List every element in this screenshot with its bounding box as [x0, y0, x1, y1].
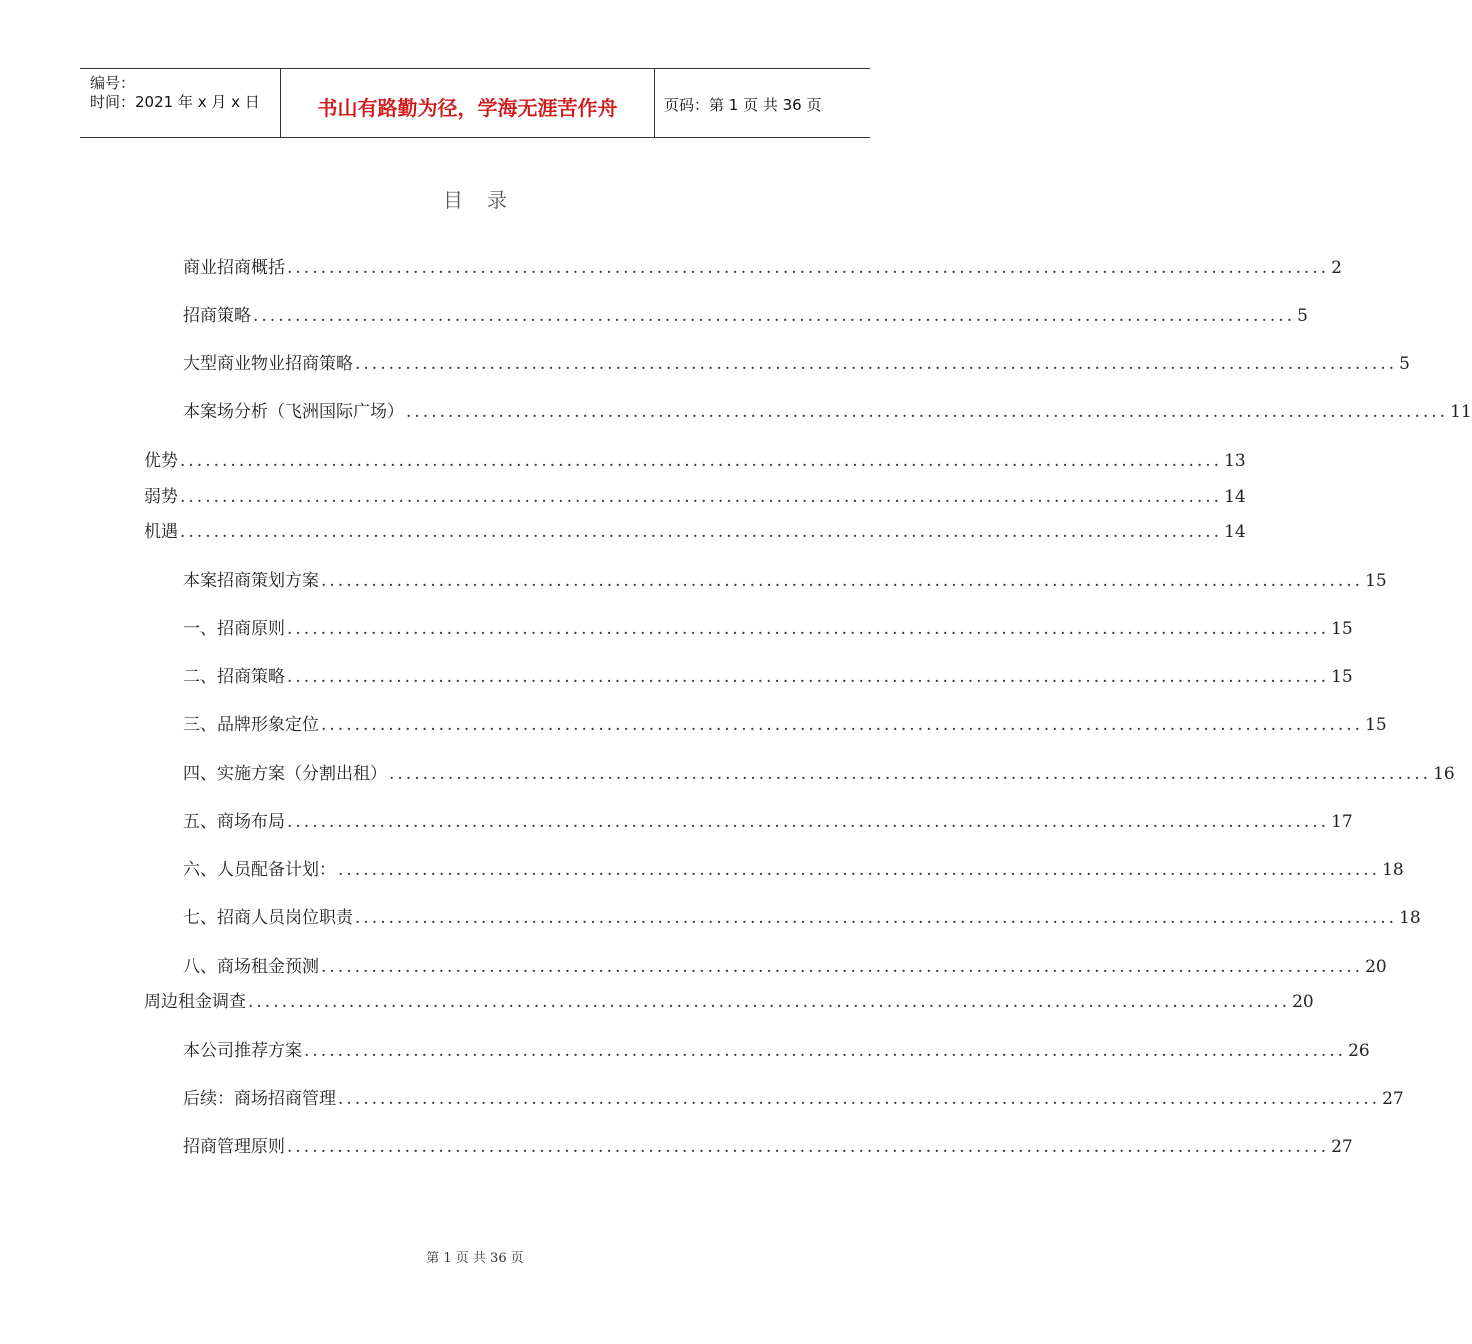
toc-leader-dots: ............................................................................................................................: [406, 402, 1449, 422]
toc-entry[interactable]: [183, 301, 1308, 326]
toc-entry-page: 14: [1224, 487, 1246, 507]
toc-entry-label: 本案场分析（飞洲国际广场）: [183, 402, 404, 422]
toc-entry[interactable]: [183, 1132, 1353, 1157]
toc-leader-dots: ............................................................................................................................: [321, 571, 1364, 591]
toc-leader-dots: ............................................................................................................................: [389, 764, 1432, 784]
toc-entry-page: 13: [1224, 451, 1246, 471]
toc-entry-page: 15: [1365, 715, 1387, 735]
toc-entry[interactable]: [144, 482, 1246, 507]
toc-entry-label: 后续：商场招商管理: [183, 1089, 336, 1109]
toc-entry-page: 11: [1450, 402, 1472, 422]
toc-entry-page: 15: [1331, 667, 1353, 687]
toc-entry[interactable]: [183, 807, 1353, 832]
toc-leader-dots: ............................................................................................................................: [248, 992, 1291, 1012]
toc-entry[interactable]: [183, 349, 1410, 374]
toc-entry-page: 14: [1224, 522, 1246, 542]
toc-entry[interactable]: [183, 903, 1421, 928]
toc-leader-dots: ............................................................................................................................: [304, 1041, 1347, 1061]
header-page-cell: [654, 69, 870, 137]
document-number-label: 编号：: [90, 74, 136, 92]
toc-entry-page: 27: [1382, 1089, 1404, 1109]
toc-leader-dots: ............................................................................................................................: [180, 487, 1223, 507]
toc-entry-label: 优势: [144, 451, 178, 471]
toc-entry-label: 七、招商人员岗位职责: [183, 908, 353, 928]
toc-entry-label: 招商策略: [183, 306, 251, 326]
toc-entry[interactable]: [183, 1036, 1370, 1061]
toc-entry-label: 八、商场租金预测: [183, 957, 319, 977]
toc-entry-page: 2: [1331, 258, 1342, 278]
toc-leader-dots: ............................................................................................................................: [287, 1137, 1330, 1157]
toc-entry[interactable]: [144, 517, 1246, 542]
toc-entry-page: 16: [1433, 764, 1455, 784]
toc-entry[interactable]: [183, 855, 1404, 880]
toc-entry-label: 招商管理原则: [183, 1137, 285, 1157]
toc-leader-dots: ............................................................................................................................: [321, 957, 1364, 977]
toc-entry-label: 弱势: [144, 487, 178, 507]
toc-leader-dots: ............................................................................................................................: [180, 522, 1223, 542]
toc-entry-label: 二、招商策略: [183, 667, 285, 687]
toc-entry-label: 五、商场布局: [183, 812, 285, 832]
toc-entry-page: 17: [1331, 812, 1353, 832]
toc-entry-label: 商业招商概括: [183, 258, 285, 278]
toc-leader-dots: ............................................................................................................................: [253, 306, 1296, 326]
toc-entry-page: 15: [1331, 619, 1353, 639]
toc-entry-label: 本案招商策划方案: [183, 571, 319, 591]
toc-entry-page: 5: [1297, 306, 1308, 326]
toc-leader-dots: ............................................................................................................................: [287, 667, 1330, 687]
toc-entry-page: 26: [1348, 1041, 1370, 1061]
toc-entry-label: 一、招商原则: [183, 619, 285, 639]
header-page-info: 页码：第 1 页 共 36 页: [664, 96, 822, 114]
document-header: [80, 68, 870, 138]
toc-entry[interactable]: [144, 446, 1246, 471]
toc-entry[interactable]: [183, 614, 1353, 639]
toc-entry-page: 18: [1399, 908, 1421, 928]
toc-entry[interactable]: [183, 397, 1472, 422]
toc-entry-page: 20: [1365, 957, 1387, 977]
toc-entry[interactable]: [183, 253, 1342, 278]
toc-entry-page: 18: [1382, 860, 1404, 880]
toc-entry-page: 5: [1399, 354, 1410, 374]
toc-entry-page: 15: [1365, 571, 1387, 591]
toc-title: 目录: [443, 188, 531, 212]
toc-entry-label: 机遇: [144, 522, 178, 542]
toc-leader-dots: ............................................................................................................................: [355, 908, 1398, 928]
toc-entry-label: 四、实施方案（分割出租）: [183, 764, 387, 784]
toc-leader-dots: ............................................................................................................................: [287, 258, 1330, 278]
toc-entry[interactable]: [144, 987, 1314, 1012]
toc-entry[interactable]: [183, 710, 1387, 735]
toc-entry[interactable]: [183, 1084, 1404, 1109]
toc-entry-page: 20: [1292, 992, 1314, 1012]
toc-entry[interactable]: [183, 566, 1387, 591]
motto-text: 书山有路勤为径，学海无涯苦作舟: [317, 96, 618, 120]
document-time-label: 时间：2021 年 x 月 x 日: [90, 93, 260, 111]
toc-entry-label: 周边租金调查: [144, 992, 246, 1012]
toc-leader-dots: ............................................................................................................................: [287, 619, 1330, 639]
toc-entry-label: 三、品牌形象定位: [183, 715, 319, 735]
toc-leader-dots: ............................................................................................................................: [355, 354, 1398, 374]
header-meta-cell: [80, 69, 280, 137]
header-motto-cell: [280, 69, 655, 137]
toc-entry-page: 27: [1331, 1137, 1353, 1157]
toc-entry[interactable]: [183, 662, 1353, 687]
toc-entry-label: 大型商业物业招商策略: [183, 354, 353, 374]
toc-entry[interactable]: [183, 759, 1455, 784]
toc-entry-label: 六、人员配备计划：: [183, 860, 336, 880]
toc-leader-dots: ............................................................................................................................: [180, 451, 1223, 471]
toc-leader-dots: ............................................................................................................................: [338, 860, 1381, 880]
page-footer: 第 1 页 共 36 页: [426, 1251, 524, 1266]
toc-leader-dots: ............................................................................................................................: [321, 715, 1364, 735]
toc-entry-label: 本公司推荐方案: [183, 1041, 302, 1061]
toc-entry[interactable]: [183, 952, 1387, 977]
toc-leader-dots: ............................................................................................................................: [287, 812, 1330, 832]
toc-leader-dots: ............................................................................................................................: [338, 1089, 1381, 1109]
